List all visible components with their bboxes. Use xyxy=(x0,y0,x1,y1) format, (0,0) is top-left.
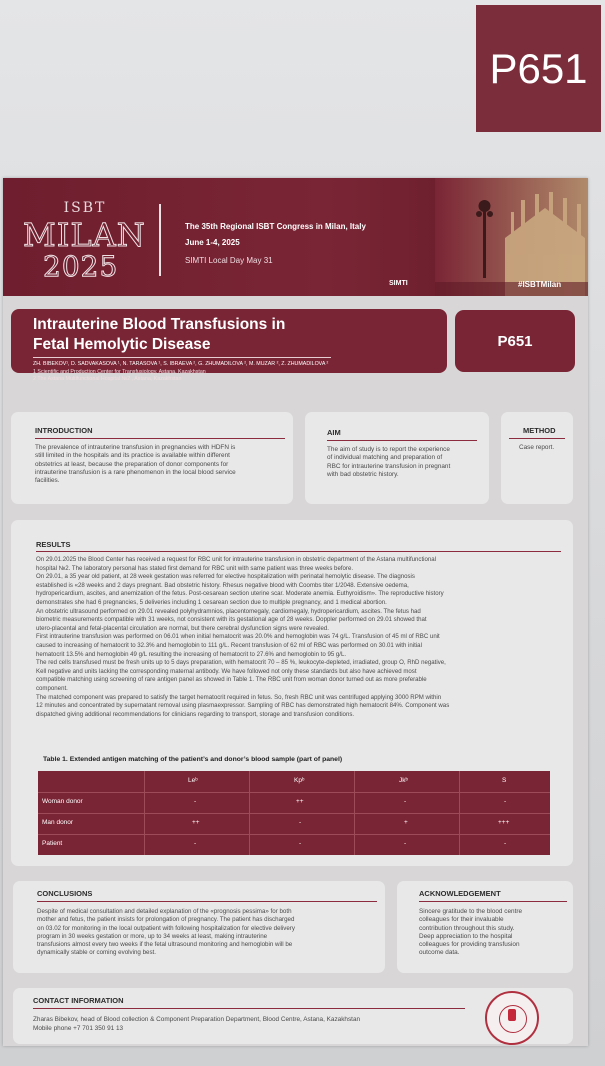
poster-id-badge: P651 xyxy=(455,310,575,372)
introduction-line: still limited in the hospitals and its practice is available within different xyxy=(35,452,230,460)
results-line: 12 minutes and concentrated by supernatant removal using plasmaexpressor. Sampling of RBC has demonstrated high hematocrit 84%. Component was xyxy=(36,702,450,710)
introduction-card xyxy=(11,412,293,504)
poster xyxy=(3,178,588,1046)
table-rule xyxy=(38,834,550,835)
introduction-rule xyxy=(35,438,285,439)
acknowledgement-line: outcome data. xyxy=(419,949,460,957)
table-cell: ++ xyxy=(192,819,200,826)
affiliation-2: 2 The Astana Multifunctional Hospital №2 , Astana, Kazakhstan xyxy=(33,376,182,382)
results-line: On 29.01.2025 the Blood Center has received a request for RBC unit for intrauterine transfusion in obstetric department of the Astana multifunctional xyxy=(36,556,437,563)
method-heading: METHOD xyxy=(523,426,556,435)
results-line: hematocrit 13.5% and hemoglobin 49 g/L resulting the increasing of hematocrit to 27.6% and hemoglobin to 95 g/L. xyxy=(36,650,347,658)
table-cell: - xyxy=(194,840,197,847)
antigen-table xyxy=(38,771,550,855)
table-cell: - xyxy=(299,819,302,826)
title-bar xyxy=(11,309,447,373)
simti-day: SIMTI Local Day May 31 xyxy=(185,256,273,265)
logo-milan-text: MILAN xyxy=(23,216,146,254)
acknowledgement-line: colleagues for providing transfusion xyxy=(419,941,520,949)
table-rule xyxy=(354,771,355,855)
results-text xyxy=(36,556,568,719)
congress-dates: June 1-4, 2025 xyxy=(185,238,240,247)
conclusions-line: mother and fetus, the patient insists for prolongation of pregnancy. The patient has discharged xyxy=(37,916,295,924)
table-cell: - xyxy=(504,840,507,847)
table-rule xyxy=(459,771,460,855)
title-underline xyxy=(33,357,331,358)
table-row-name: Patient xyxy=(42,840,63,847)
table-rule xyxy=(144,771,145,855)
conclusions-line: Despite of medical consultation and detailed explanation of the «prognosis pessima» for both xyxy=(37,908,292,915)
results-line: compatible matching using screening of rare antigen panel as showed in Table 1. The RBC unit from woman donor turned out as more preferable xyxy=(36,676,427,684)
poster-title xyxy=(33,315,353,355)
introduction-line: intrauterine transfusion is a rare phenomenon in the local blood service xyxy=(35,468,236,476)
table-cell: +++ xyxy=(498,819,510,826)
aim-heading: AIM xyxy=(327,428,341,437)
results-line: biometric measurements compatible with 31 weeks, not consistent with its gestational age of 28 weeks. Doppler performed on 29.01 showed that xyxy=(36,616,427,624)
aim-line: with bad obstetric history. xyxy=(327,470,399,478)
poster-title-line1: Intrauterine Blood Transfusions in xyxy=(33,316,286,333)
milan-cathedral-image xyxy=(435,178,588,296)
contact-line-2: Mobile phone +7 701 350 91 13 xyxy=(33,1025,124,1032)
method-rule xyxy=(509,438,565,439)
acknowledgement-line: contribution throughout this study. xyxy=(419,924,515,932)
results-line: dispatched giving additional recommendations for clinicians regarding to transport, storage and transfusion conditions. xyxy=(36,710,355,718)
table-cell: ++ xyxy=(296,798,304,805)
table-rule xyxy=(38,813,550,814)
acknowledgement-line: Sincere gratitude to the blood centre xyxy=(419,908,523,915)
introduction-heading: INTRODUCTION xyxy=(35,426,93,435)
table-caption: Table 1. Extended antigen matching of the patient’s and donor’s blood sample (part of panel) xyxy=(43,756,343,763)
table-rule xyxy=(38,792,550,793)
results-line: established is «28 weeks and 2 days pregnant. Bad obstetric history. Rhesus negative blood with Coombs titer 1/2048. Extensive oedema, xyxy=(36,581,409,589)
congress-title: The 35th Regional ISBT Congress in Milan, Italy xyxy=(185,222,366,231)
acknowledgement-line: Deep appreciation to the hospital xyxy=(419,932,513,940)
table-cell: - xyxy=(194,798,197,805)
conclusions-line: program in 30 weeks gestation or more, up to 34 weeks at least, making intrauterine xyxy=(37,932,268,940)
logo-year-text: 2025 xyxy=(43,250,119,283)
method-text: Case report. xyxy=(519,444,555,451)
results-heading: RESULTS xyxy=(36,540,71,549)
aim-text xyxy=(327,446,487,479)
acknowledgement-line: colleagues for their invaluable xyxy=(419,916,504,924)
congress-banner xyxy=(3,178,588,296)
conclusions-heading: CONCLUSIONS xyxy=(37,889,93,898)
conclusions-card xyxy=(13,881,385,973)
results-line: The matched component was prepared to satisfy the target hematocrit required in fetus. So, fresh RBC unit was centrifuged applying 3000 RPM within xyxy=(36,693,442,701)
hashtag: #ISBTMilan xyxy=(518,280,562,289)
introduction-line: obstetrics at least, because the preparation of donor components for xyxy=(35,460,229,468)
banner-divider xyxy=(159,204,161,276)
table-cell: - xyxy=(404,798,407,805)
contact-rule xyxy=(33,1008,465,1009)
introduction-line: The prevalence of intrauterine transfusion in pregnancies with HDFN is xyxy=(35,444,236,451)
acknowledgement-card xyxy=(397,881,573,973)
results-line: hydropericardium, ascites, and anemization of the fetus. Post-cesarean section uterine scar. Moderate anemia. Euthyroidism». The reproductive history xyxy=(36,590,444,598)
table-rule xyxy=(249,771,250,855)
table-header-cell: Kpᵇ xyxy=(294,777,305,784)
aim-line: of individual matching and preparation of xyxy=(327,454,443,462)
contact-heading: CONTACT INFORMATION xyxy=(33,996,124,1005)
results-line: First intrauterine transfusion was performed on 06.01 when initial hematocrit was 20.0% and hemoglobin was 74 g/L. Transfusion of 45 ml of RBC unit xyxy=(36,633,440,641)
method-card xyxy=(501,412,573,504)
conclusions-line: transfusions almost every two weeks if the fetal ultrasound monitoring and hemoglobin will be xyxy=(37,941,293,949)
aim-line: The aim of study is to report the experience xyxy=(327,446,450,453)
table-row-name: Woman donor xyxy=(42,798,83,805)
conclusions-line: dynamically stable or coming evolving best. xyxy=(37,949,156,957)
acknowledgement-heading: ACKNOWLEDGEMENT xyxy=(419,889,501,898)
authors: ZH. BIBEKOV¹, D. SADVAKASOVA ¹, N. TARASOVA ¹, S. IBRAEVA ², G. ZHUMADILOVA ², M. MUZAR ², Z. ZHUMADILOVA ² xyxy=(33,361,329,367)
table-cell: + xyxy=(404,819,408,826)
introduction-line: facilities. xyxy=(35,477,60,485)
conclusions-rule xyxy=(37,901,377,902)
results-line: caused to increasing of hematocrit to 32.3% and hemoglobin to 111 g/L. Recent transfusion of 62 ml of RBC was performed on 30.01 with initial xyxy=(36,641,422,649)
contact-line-1: Zharas Bibekov, head of Blood collection & Component Preparation Department, Blood Centre, Astana, Kazakhstan xyxy=(33,1016,361,1023)
aim-card xyxy=(305,412,489,504)
aim-line: RBC for intrauterine transfusion in pregnant xyxy=(327,462,451,470)
results-line: An obstetric ultrasound performed on 29.01 revealed polyhydramnios, placentomegaly, cardiomegaly, hydropericardium, ascites. The fetus had xyxy=(36,607,421,615)
table-header-cell: Jkᵇ xyxy=(399,777,408,784)
aim-rule xyxy=(327,440,477,441)
acknowledgement-text xyxy=(419,908,569,958)
results-line: utero-placental and fetal-placental circulation are normal, but there cerebral dysfunction signs were revealed. xyxy=(36,624,329,632)
results-line: Kell negative and units lacking the corresponding maternal antibody. We have followed not only these standards but also have achieved most xyxy=(36,667,417,675)
conclusions-text xyxy=(37,908,383,958)
board-number-sign: P651 xyxy=(476,5,601,132)
results-line: demonstrates she had 6 pregnancies, 5 deliveries including 1 cesarean section due to multiple pregnancy, and 1 medical abortion. xyxy=(36,598,387,606)
logo-isbt-text: ISBT xyxy=(63,200,107,216)
results-line: hospital №2. The laboratory personal has stated first demand for RBC unit with same patient was three weeks before. xyxy=(36,564,354,572)
table-row-name: Man donor xyxy=(42,819,74,826)
results-line: The red cells transfused must be fresh units up to 5 days preparation, with hematocrit 70 – 85 %, leukocyte-depleted, irradiated, group O, RhD negative, xyxy=(36,659,446,667)
acknowledgement-rule xyxy=(419,901,567,902)
poster-title-line2: Fetal Hemolytic Disease xyxy=(33,336,211,353)
conclusions-line: on 03.02 for monitoring in the local outpatient with following hospitalization for elective delivery xyxy=(37,924,295,932)
simti-logo: SIMTI xyxy=(389,280,408,287)
table-cell: - xyxy=(504,798,507,805)
table-header-cell: S xyxy=(502,777,507,784)
results-line: component. xyxy=(36,684,68,692)
affiliation-1: 1 Scientific and Production Center for Transfusiology, Astana, Kazakhstan xyxy=(33,369,206,375)
table-header-cell: Leᵇ xyxy=(188,777,198,784)
blood-centre-seal-icon xyxy=(485,991,539,1045)
table-cell: - xyxy=(404,840,407,847)
results-line: On 29.01, a 35 year old patient, at 28 week gestation was referred for elective hospitalization with perinatal hemolytic disease. The diagnosis xyxy=(36,573,415,581)
table-cell: - xyxy=(299,840,302,847)
introduction-text xyxy=(35,444,291,485)
results-rule xyxy=(36,551,561,552)
